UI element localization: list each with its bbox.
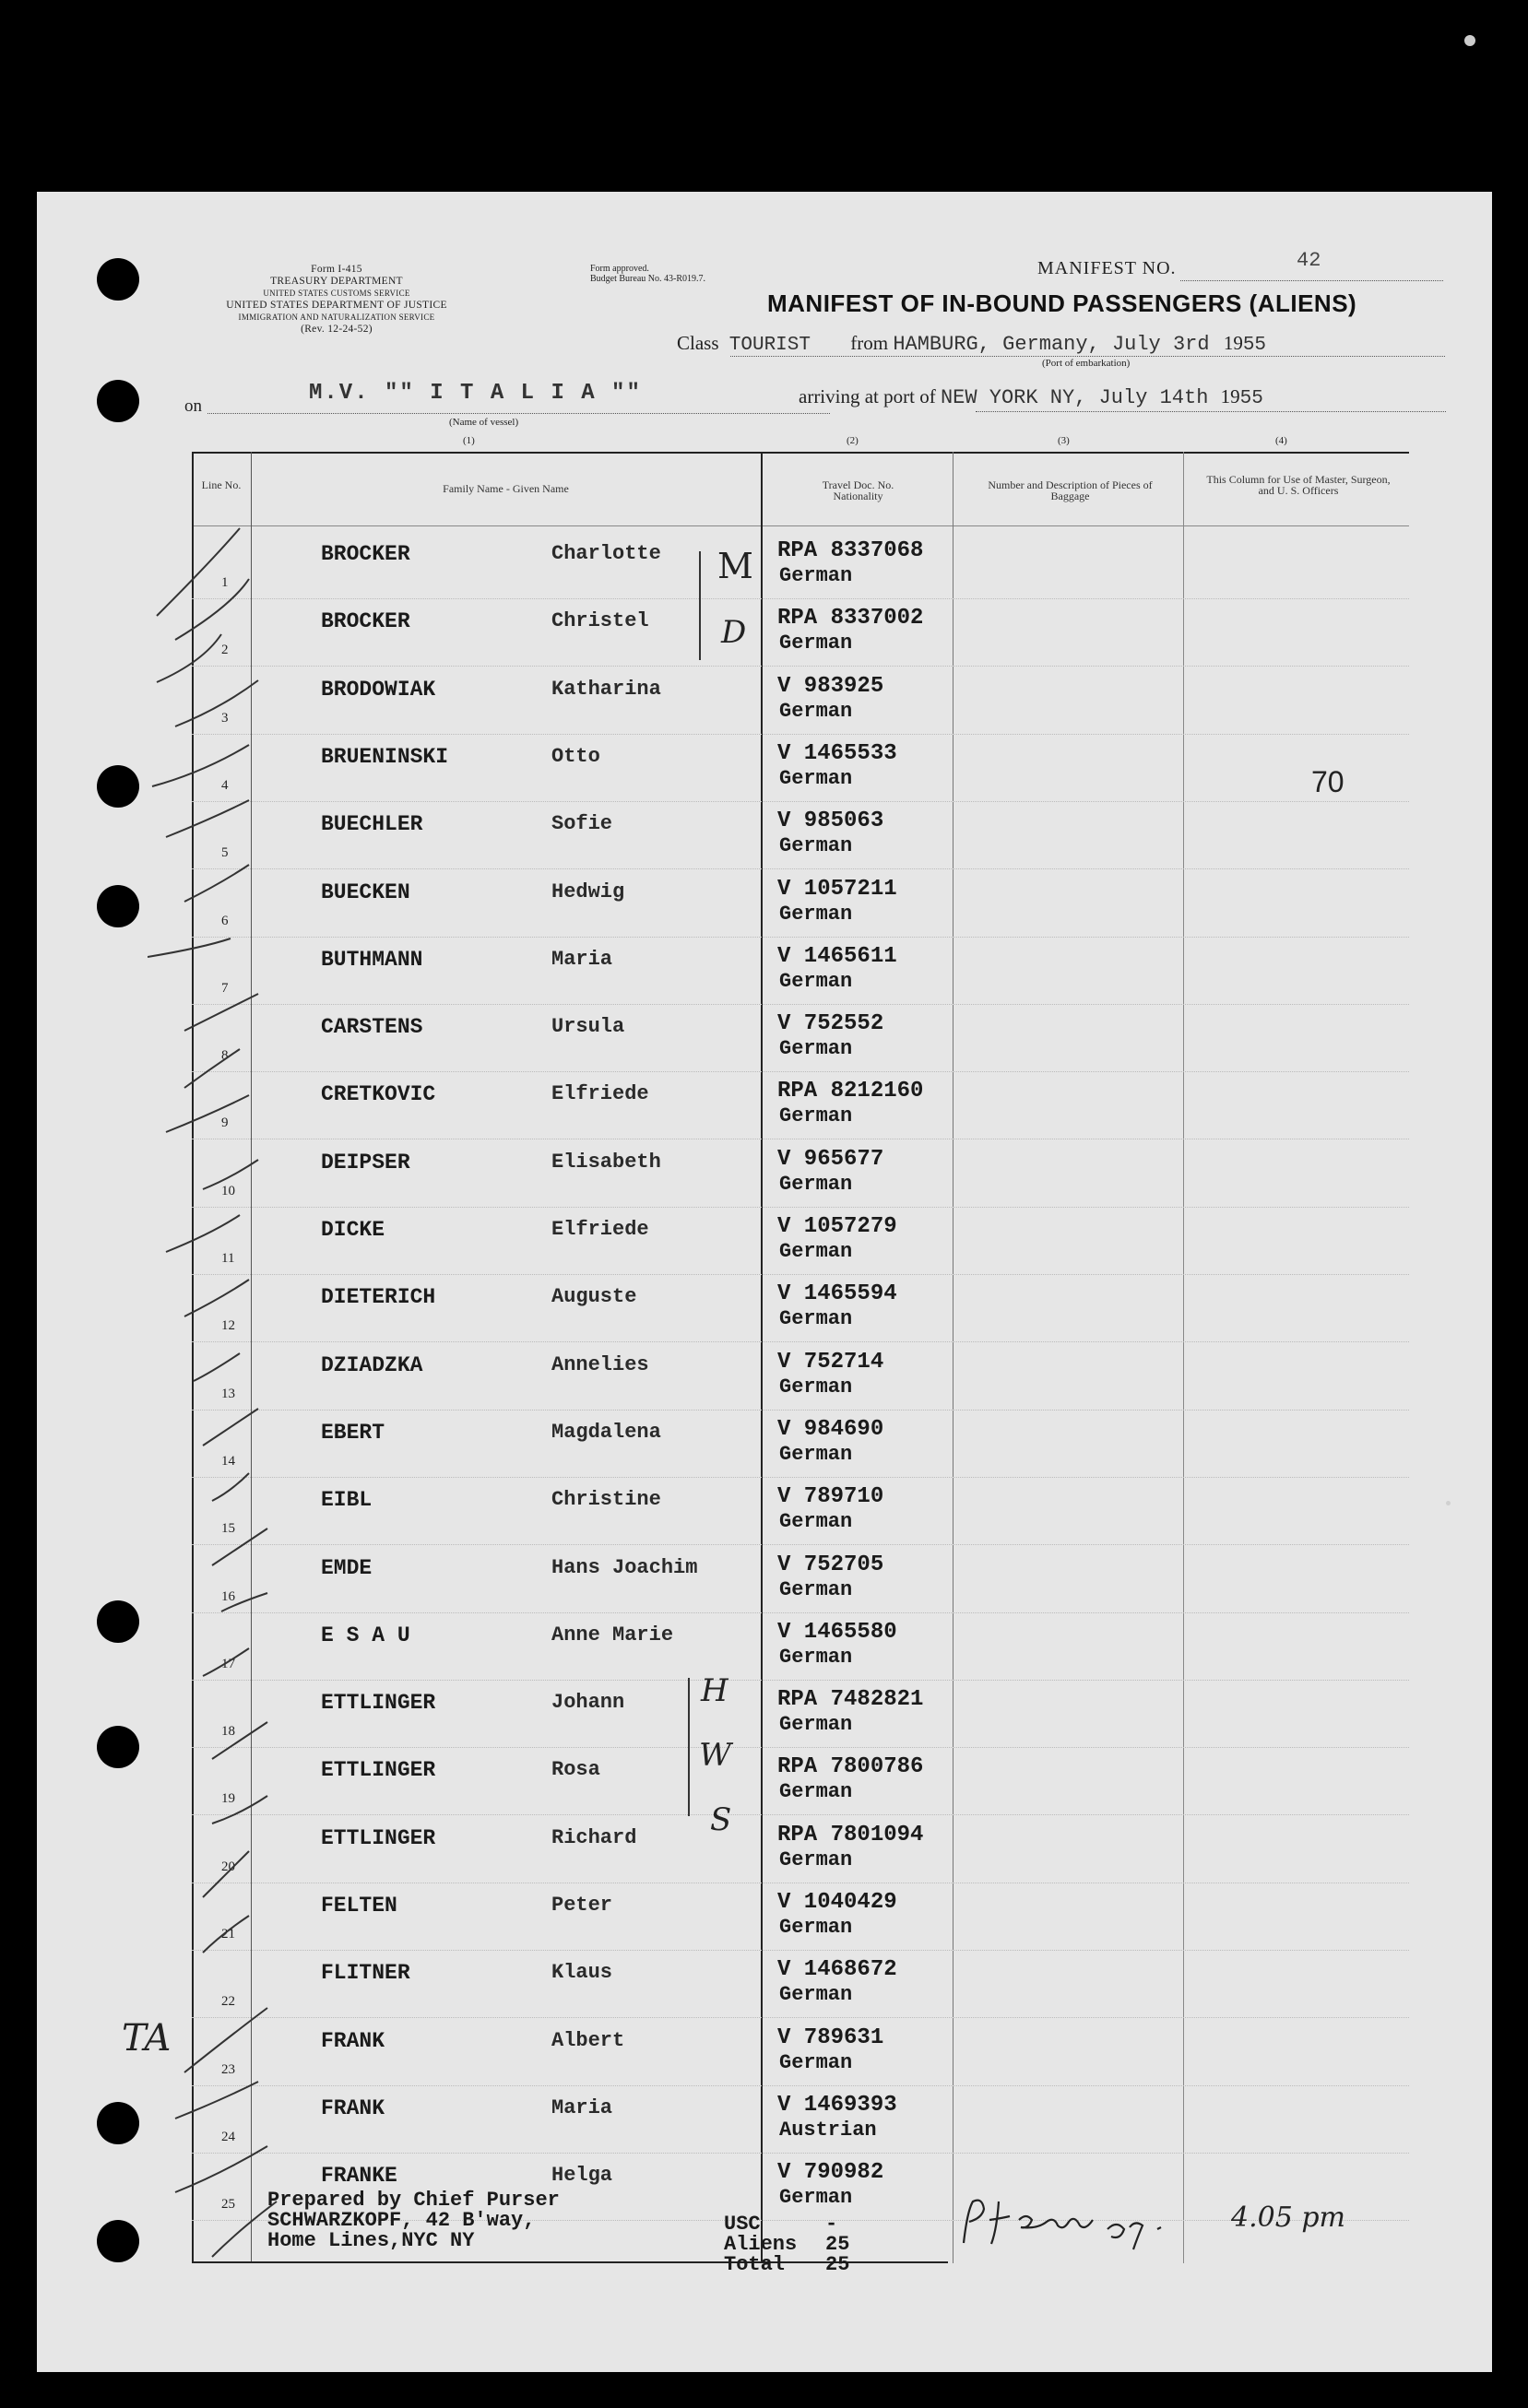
class-value: TOURIST — [728, 335, 811, 356]
line-number: 5 — [221, 845, 229, 861]
col-number-2: (2) — [847, 435, 859, 446]
line-number: 12 — [221, 1318, 235, 1334]
col-header-baggage: Number and Description of Pieces of Baggage — [988, 478, 1153, 502]
form-dept: TREASURY DEPARTMENT — [270, 276, 403, 287]
nationality: German — [779, 1847, 853, 1871]
family-name: BROCKER — [321, 542, 410, 566]
row-rule — [192, 937, 1409, 938]
travel-doc-no: V 1465594 — [777, 1281, 897, 1307]
family-name: FRANK — [321, 2028, 385, 2053]
col-number-4: (4) — [1275, 435, 1287, 446]
table-row — [192, 938, 1409, 1005]
prepared-line-3: Home Lines,NYC NY — [267, 2229, 475, 2252]
given-name: Katharina — [551, 677, 661, 701]
given-name: Elisabeth — [551, 1150, 661, 1174]
travel-doc-no: V 1057211 — [777, 876, 897, 902]
given-name: Klaus — [551, 1961, 613, 1985]
totals-aliens — [724, 2235, 849, 2255]
table-row — [192, 1344, 1409, 1411]
family-name: DEIPSER — [321, 1150, 410, 1174]
row-rule — [192, 1814, 1409, 1815]
given-name: Rosa — [551, 1758, 600, 1782]
signature-time: 4.05 pm — [1231, 2201, 1345, 2234]
bracket-mark-1: M — [717, 546, 753, 586]
given-name: Maria — [551, 2095, 613, 2119]
family-name: DZIADZKA — [321, 1352, 423, 1377]
row-rule — [192, 1274, 1409, 1275]
line-number: 24 — [221, 2129, 235, 2144]
on-label: on — [184, 396, 202, 416]
prepared-line-1: Prepared by Chief Purser — [267, 2189, 560, 2212]
bracket-mark-5: S — [710, 1801, 732, 1838]
travel-doc-no: RPA 7801094 — [777, 1822, 924, 1847]
table-row — [192, 1682, 1409, 1748]
travel-doc-no: V 983925 — [777, 673, 884, 699]
totals-usc — [724, 2214, 849, 2235]
bracket-mark-4: W — [699, 1737, 731, 1774]
approval-bureau: Budget Bureau No. 43-R019.7. — [590, 274, 705, 284]
line-number: 16 — [221, 1588, 235, 1604]
bracket-group-1 — [699, 551, 701, 660]
line-number: 15 — [221, 1521, 235, 1537]
travel-doc-no: RPA 7800786 — [777, 1754, 924, 1780]
family-name: BUECHLER — [321, 812, 423, 837]
arrival-rule — [976, 411, 1446, 412]
table-row — [192, 1547, 1409, 1613]
col-header-officers: This Column for Use of Master, Surgeon, and U. S. Officers — [1206, 473, 1391, 497]
travel-doc-no: V 790982 — [777, 2160, 884, 2186]
family-name: EIBL — [321, 1488, 373, 1513]
given-name: Christel — [551, 609, 649, 633]
nationality: Austrian — [779, 2118, 877, 2142]
row-rule — [192, 868, 1409, 869]
row-rule — [192, 2085, 1409, 2086]
travel-doc-no: V 752552 — [777, 1011, 884, 1037]
row-rule — [192, 1410, 1409, 1411]
punch-hole — [97, 1600, 139, 1643]
table-row — [192, 668, 1409, 735]
bracket-mark-3: H — [701, 1672, 728, 1709]
travel-doc-no: RPA 8212160 — [777, 1079, 924, 1104]
nationality: German — [779, 1983, 853, 2007]
table-row — [192, 803, 1409, 869]
nationality: German — [779, 902, 853, 926]
nationality: German — [779, 564, 853, 587]
arriving-line — [799, 385, 1263, 409]
travel-doc-no: V 789710 — [777, 1484, 884, 1510]
from-label: from — [850, 332, 889, 354]
nationality: German — [779, 1172, 853, 1196]
manifest-no-label: MANIFEST NO. — [1037, 258, 1177, 278]
totals-total — [724, 2255, 849, 2275]
line-number: 8 — [221, 1048, 229, 1064]
nationality: German — [779, 632, 853, 655]
given-name: Otto — [551, 744, 600, 768]
travel-doc-no: V 1040429 — [777, 1890, 897, 1915]
punch-hole — [97, 380, 139, 422]
table-row — [192, 1817, 1409, 1883]
nationality: German — [779, 1037, 853, 1061]
nationality: German — [779, 2186, 853, 2210]
given-name: Elfriede — [551, 1218, 649, 1241]
arrival-year: 55 — [1239, 388, 1263, 409]
family-name: DICKE — [321, 1218, 385, 1242]
travel-doc-no: V 1468672 — [777, 1957, 897, 1983]
given-name: Helga — [551, 2164, 613, 2188]
table-row — [192, 1006, 1409, 1072]
line-number: 21 — [221, 1927, 235, 1942]
vessel-name: M.V. "" I T A L I A "" — [309, 381, 642, 406]
nationality: German — [779, 1645, 853, 1669]
table-row — [192, 1276, 1409, 1342]
approval-line: Form approved. — [590, 264, 649, 274]
line-number: 6 — [221, 913, 229, 928]
inspector-signature — [954, 2192, 1222, 2257]
punch-hole — [97, 885, 139, 927]
line-number: 9 — [221, 1115, 229, 1131]
table-row — [192, 1479, 1409, 1545]
table-top-rule — [192, 452, 1409, 454]
margin-note: TA — [122, 2017, 172, 2060]
row-rule — [192, 1477, 1409, 1478]
family-name: BROCKER — [321, 609, 410, 634]
from-value: HAMBURG, Germany, July 3rd — [893, 333, 1210, 356]
family-name: DIETERICH — [321, 1285, 436, 1310]
form-issuer-block — [175, 264, 498, 336]
officer-note: 70 — [1311, 765, 1344, 798]
total-value: 25 — [825, 2253, 850, 2276]
row-rule — [192, 2153, 1409, 2154]
col-header-line: Line No. — [201, 478, 242, 491]
check-marks — [148, 524, 332, 2349]
given-name: Annelies — [551, 1352, 649, 1376]
family-name: BUECKEN — [321, 879, 410, 904]
table-row — [192, 871, 1409, 938]
given-name: Charlotte — [551, 542, 661, 565]
travel-doc-no: V 984690 — [777, 1416, 884, 1442]
nationality: German — [779, 1104, 853, 1128]
row-rule — [192, 801, 1409, 802]
scan-speck — [1464, 35, 1475, 46]
row-rule — [192, 1747, 1409, 1748]
passenger-table — [192, 452, 1409, 2263]
punch-hole — [97, 1726, 139, 1768]
nationality: German — [779, 834, 853, 858]
class-line-rule — [730, 356, 1445, 357]
row-rule — [192, 1004, 1409, 1005]
travel-doc-no: V 1469393 — [777, 2092, 897, 2118]
row-rule — [192, 1341, 1409, 1342]
table-row — [192, 1209, 1409, 1275]
prepared-by — [267, 2190, 560, 2251]
punch-hole — [97, 258, 139, 301]
given-name: Peter — [551, 1894, 613, 1917]
family-name: E S A U — [321, 1623, 410, 1647]
nationality: German — [779, 1240, 853, 1263]
arrival-value: NEW YORK NY, July 14th — [940, 386, 1209, 409]
port-caption: (Port of embarkation) — [1042, 358, 1131, 369]
given-name: Sofie — [551, 812, 613, 836]
line-number: 3 — [221, 710, 229, 726]
given-name: Albert — [551, 2028, 625, 2052]
line-number: 2 — [221, 643, 229, 658]
form-justice: UNITED STATES DEPARTMENT OF JUSTICE — [226, 300, 447, 311]
travel-doc-no: V 752705 — [777, 1552, 884, 1577]
col-number-1: (1) — [463, 435, 475, 446]
line-number: 14 — [221, 1453, 235, 1469]
row-rule — [192, 1950, 1409, 1951]
travel-doc-no: V 1465611 — [777, 943, 897, 969]
line-number: 1 — [221, 575, 229, 590]
family-name: BRODOWIAK — [321, 677, 436, 702]
line-number: 11 — [221, 1251, 235, 1266]
nationality: German — [779, 1780, 853, 1804]
line-number: 18 — [221, 1724, 235, 1740]
line-number: 4 — [221, 777, 229, 793]
prepared-line-2: SCHWARZKOPF, 42 B'way, — [267, 2209, 536, 2232]
travel-doc-no: RPA 7482821 — [777, 1687, 924, 1713]
usc-value: - — [825, 2213, 838, 2236]
year-prefix: 19 — [1223, 332, 1243, 354]
travel-doc-no: V 789631 — [777, 2024, 884, 2050]
table-head-rule — [192, 525, 1409, 526]
vessel-caption: (Name of vessel) — [449, 417, 519, 428]
given-name: Maria — [551, 947, 613, 971]
table-row — [192, 736, 1409, 802]
manifest-no-value: 42 — [1297, 249, 1321, 272]
family-name: FLITNER — [321, 1961, 410, 1986]
nationality: German — [779, 1375, 853, 1399]
line-number: 25 — [221, 2197, 235, 2213]
family-name: CRETKOVIC — [321, 1082, 436, 1107]
given-name: Anne Marie — [551, 1623, 674, 1647]
row-rule — [192, 1680, 1409, 1681]
table-row — [192, 1411, 1409, 1478]
line-number: 13 — [221, 1386, 235, 1401]
family-name: ETTLINGER — [321, 1758, 436, 1783]
nationality: German — [779, 2050, 853, 2074]
arriving-label: arriving at port of — [799, 385, 936, 407]
family-name: FRANK — [321, 2095, 385, 2120]
row-rule — [192, 1207, 1409, 1208]
nationality: German — [779, 699, 853, 723]
punch-hole — [97, 2102, 139, 2144]
family-name: FELTEN — [321, 1894, 397, 1918]
travel-doc-no: V 985063 — [777, 809, 884, 834]
paper-speck — [1446, 1501, 1451, 1505]
usc-label: USC — [724, 2213, 761, 2236]
family-name: ETTLINGER — [321, 1825, 436, 1850]
row-rule — [192, 734, 1409, 735]
row-rule — [192, 666, 1409, 667]
form-number: Form I-415 — [311, 264, 362, 275]
year-prefix-2: 19 — [1220, 385, 1240, 407]
row-rule — [192, 2017, 1409, 2018]
nationality: German — [779, 766, 853, 790]
travel-doc-no: V 752714 — [777, 1349, 884, 1375]
aliens-label: Aliens — [724, 2233, 798, 2256]
family-name: EBERT — [321, 1420, 385, 1445]
nationality: German — [779, 1510, 853, 1534]
table-row — [192, 1141, 1409, 1208]
nationality: German — [779, 1442, 853, 1466]
col-number-3: (3) — [1058, 435, 1070, 446]
punch-hole — [97, 765, 139, 808]
line-number: 22 — [221, 1994, 235, 2010]
table-row — [192, 1884, 1409, 1951]
travel-doc-no: V 1465533 — [777, 740, 897, 766]
form-service: UNITED STATES CUSTOMS SERVICE — [263, 289, 410, 298]
given-name: Hans Joachim — [551, 1555, 698, 1579]
table-row — [192, 1952, 1409, 2018]
line-number: 23 — [221, 2061, 235, 2077]
manifest-sheet — [37, 192, 1492, 2372]
given-name: Hedwig — [551, 879, 625, 903]
family-name: EMDE — [321, 1555, 373, 1580]
family-name: ETTLINGER — [321, 1691, 436, 1716]
given-name: Elfriede — [551, 1082, 649, 1106]
travel-doc-no: V 1465580 — [777, 1619, 897, 1645]
row-rule — [192, 598, 1409, 599]
form-ins: IMMIGRATION AND NATURALIZATION SERVICE — [238, 313, 435, 322]
punch-hole — [97, 2220, 139, 2262]
form-approval — [590, 264, 705, 284]
family-name: BRUENINSKI — [321, 744, 449, 769]
line-number: 20 — [221, 1859, 235, 1874]
row-rule — [192, 1544, 1409, 1545]
given-name: Richard — [551, 1825, 637, 1849]
given-name: Christine — [551, 1488, 661, 1512]
family-name: FRANKE — [321, 2164, 397, 2189]
page-title: MANIFEST OF IN-BOUND PASSENGERS (ALIENS) — [767, 289, 1357, 317]
line-number: 17 — [221, 1656, 235, 1671]
travel-doc-no: V 965677 — [777, 1146, 884, 1172]
nationality: German — [779, 1577, 853, 1601]
col-header-doc: Travel Doc. No. Nationality — [822, 478, 894, 502]
line-number: 10 — [221, 1183, 235, 1198]
aliens-value: 25 — [825, 2233, 850, 2256]
nationality: German — [779, 1713, 853, 1737]
family-name: CARSTENS — [321, 1015, 423, 1040]
from-year: 55 — [1242, 335, 1267, 356]
nationality: German — [779, 969, 853, 993]
bracket-group-2 — [688, 1678, 690, 1816]
table-row — [192, 1749, 1409, 1815]
nationality: German — [779, 1916, 853, 1939]
table-row — [192, 2087, 1409, 2154]
line-number: 19 — [221, 1791, 235, 1807]
total-label: Total — [724, 2253, 786, 2276]
line-number: 7 — [221, 980, 229, 996]
class-line — [677, 332, 1266, 356]
table-row — [192, 1073, 1409, 1139]
row-rule — [192, 1612, 1409, 1613]
travel-doc-no: RPA 8337002 — [777, 606, 924, 632]
manifest-no-line — [1180, 280, 1443, 281]
family-name: BUTHMANN — [321, 947, 423, 972]
table-row — [192, 1614, 1409, 1681]
given-name: Ursula — [551, 1015, 625, 1039]
vessel-line — [207, 413, 830, 414]
given-name: Magdalena — [551, 1420, 661, 1444]
row-rule — [192, 1071, 1409, 1072]
given-name: Auguste — [551, 1285, 637, 1309]
class-label: Class — [677, 332, 719, 354]
totals-block — [724, 2214, 849, 2275]
table-row — [192, 533, 1409, 599]
table-row — [192, 600, 1409, 667]
nationality: German — [779, 1307, 853, 1331]
bracket-mark-2: D — [721, 614, 747, 651]
col-header-name: Family Name - Given Name — [443, 482, 569, 495]
given-name: Johann — [551, 1691, 625, 1715]
travel-doc-no: V 1057279 — [777, 1214, 897, 1239]
table-row — [192, 2020, 1409, 2086]
form-rev: (Rev. 12-24-52) — [301, 324, 373, 335]
travel-doc-no: RPA 8337068 — [777, 538, 924, 563]
